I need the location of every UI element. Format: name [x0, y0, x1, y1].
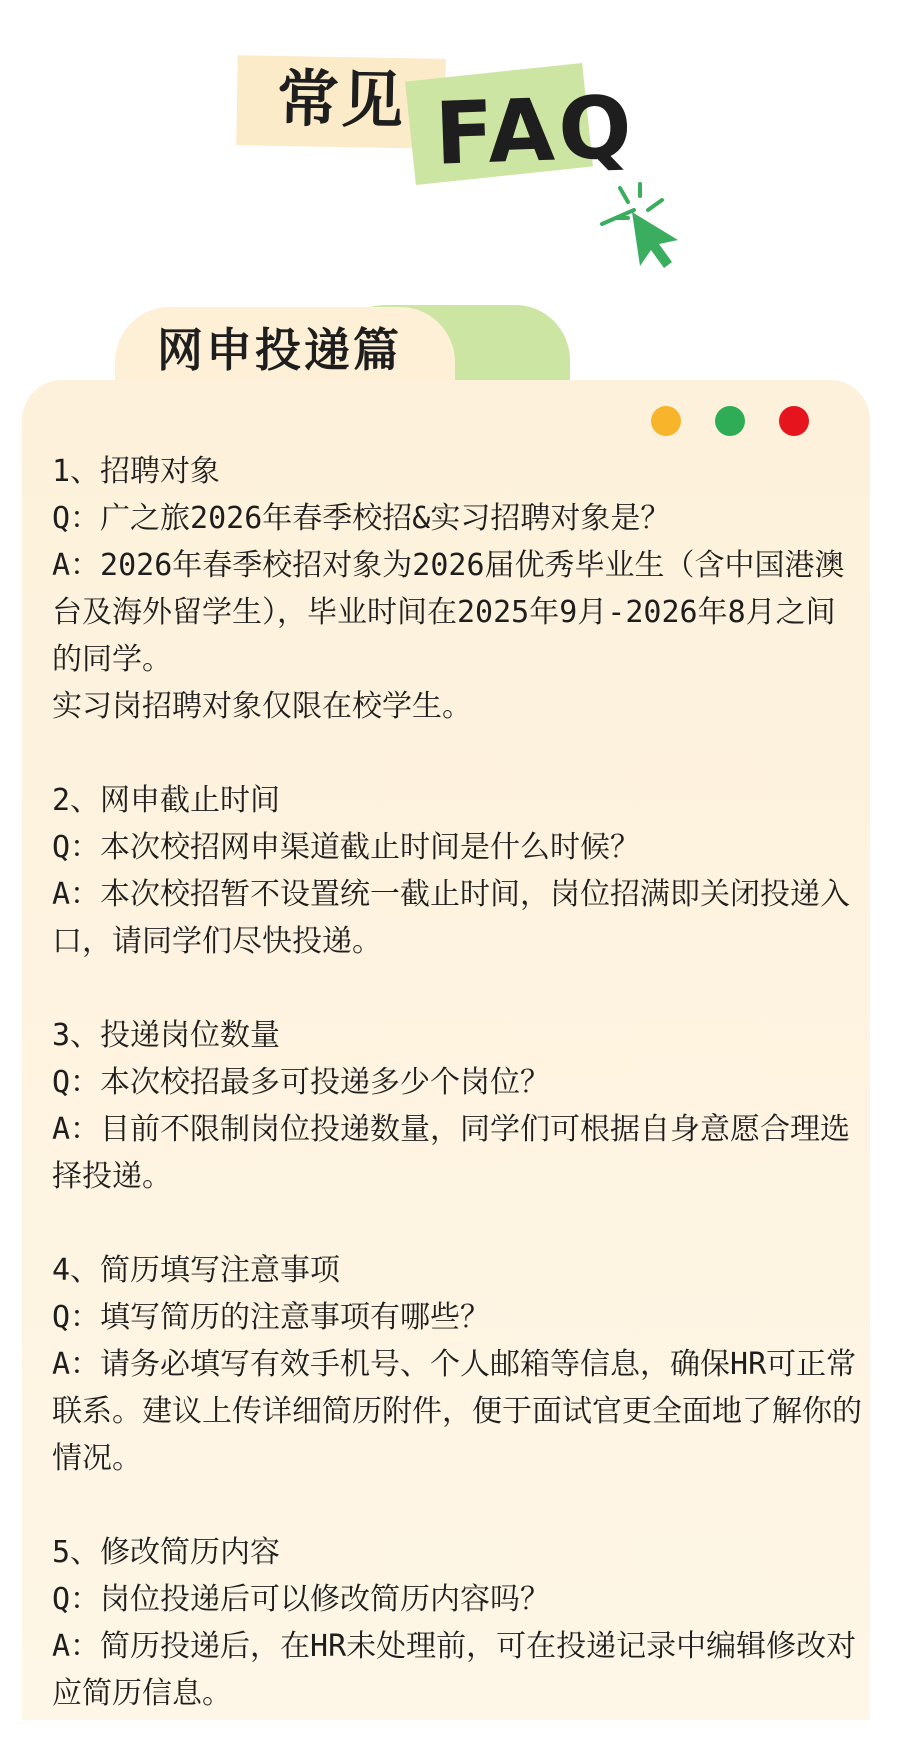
faq-question: Q：广之旅2026年春季校招&实习招聘对象是？ [52, 501, 671, 536]
faq-item-3 [52, 1012, 864, 1200]
faq-heading: 1、招聘对象 [52, 454, 221, 489]
faq-answer: A：2026年春季校招对象为2026届优秀毕业生（含中国港澳台及海外留学生），毕业时间在2025年9月-2026年8月之间的同学。 [52, 548, 845, 677]
faq-question: Q：填写简历的注意事项有哪些？ [52, 1300, 491, 1335]
title-text-changjian: 常见 [276, 61, 406, 138]
faq-heading: 4、简历填写注意事项 [52, 1253, 341, 1288]
faq-heading: 5、修改简历内容 [52, 1535, 281, 1570]
faq-question: Q：本次校招最多可投递多少个岗位？ [52, 1065, 551, 1100]
faq-heading: 2、网申截止时间 [52, 783, 281, 818]
faq-item-2 [52, 777, 864, 965]
faq-answer: A：本次校招暂不设置统一截止时间，岗位招满即关闭投递入口，请同学们尽快投递。 [52, 877, 851, 959]
title-label-faq [405, 63, 638, 185]
window-dot-red [779, 406, 809, 436]
cursor-click-icon [596, 182, 706, 292]
section-tab-label: 网申投递篇 [157, 323, 402, 377]
faq-item-1 [52, 448, 864, 730]
title-text-faq: FAQ [433, 77, 638, 185]
faq-answer: A：简历投递后，在HR未处理前，可在投递记录中编辑修改对应简历信息。 [52, 1629, 857, 1711]
faq-question: Q：岗位投递后可以修改简历内容吗？ [52, 1582, 551, 1617]
faq-list [52, 448, 864, 1764]
faq-answer-extra: 实习岗招聘对象仅限在校学生。 [52, 689, 472, 724]
faq-answer: A：请务必填写有效手机号、个人邮箱等信息，确保HR可正常联系。建议上传详细简历附件，便于面试官更全面地了解你的情况。 [52, 1347, 862, 1476]
faq-heading: 3、投递岗位数量 [52, 1018, 281, 1053]
faq-item-4 [52, 1247, 864, 1482]
faq-question: Q：本次校招网申渠道截止时间是什么时候？ [52, 830, 641, 865]
faq-item-5 [52, 1529, 864, 1717]
faq-answer: A：目前不限制岗位投递数量，同学们可根据自身意愿合理选择投递。 [52, 1112, 851, 1194]
window-dot-green [715, 406, 745, 436]
window-dot-yellow [651, 406, 681, 436]
